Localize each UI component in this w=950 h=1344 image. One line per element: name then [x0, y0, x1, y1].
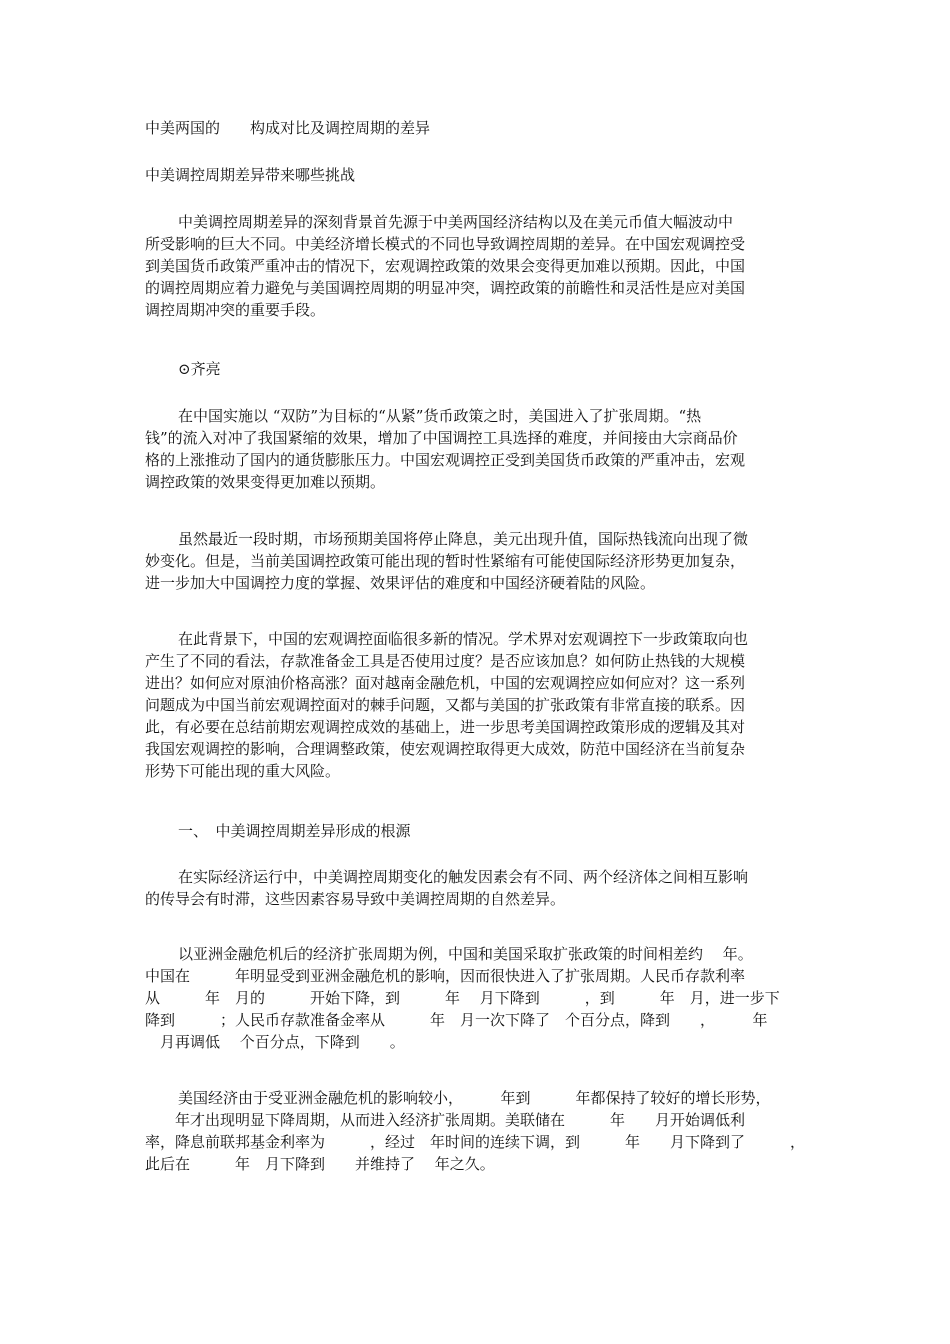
paragraph-6-line: 以亚洲金融危机后的经济扩张周期为例，中国和美国采取扩张政策的时间相差约 年。: [178, 945, 753, 963]
paragraph-2-line: 调控政策的效果变得更加难以预期。: [145, 473, 386, 491]
paragraph-3-line: 进一步加大中国调控力度的掌握、效果评估的难度和中国经济硬着陆的风险。: [145, 574, 656, 592]
paragraph-1-line: 的调控周期应着力避免与美国调控周期的明显冲突，调控政策的前瞻性和灵活性是应对美国: [145, 279, 746, 297]
paragraph-3-line: 妙变化。但是，当前美国调控政策可能出现的暂时性紧缩有可能使国际经济形势更加复杂，: [145, 552, 746, 570]
paragraph-4-line: 形势下可能出现的重大风险。: [145, 762, 341, 780]
paragraph-4-line: 此，有必要在总结前期宏观调控成效的基础上，进一步思考美国调控政策形成的逻辑及其对: [145, 718, 746, 736]
paragraph-1-line: 所受影响的巨大不同。中美经济增长模式的不同也导致调控周期的差异。在中国宏观调控受: [145, 235, 746, 253]
paragraph-1-line: 到美国货币政策严重冲击的情况下，宏观调控政策的效果会变得更加难以预期。因此，中国: [145, 257, 746, 275]
paragraph-4-line: 我国宏观调控的影响，合理调整政策，使宏观调控取得更大成效，防范中国经济在当前复杂: [145, 740, 746, 758]
paragraph-6-line: 降到 ；人民币存款准备金率从 年 月一次下降了 个百分点，降到 ， 年: [145, 1011, 768, 1029]
paragraph-6-line: 中国在 年明显受到亚洲金融危机的影响，因而很快进入了扩张周期。人民币存款利率: [145, 967, 746, 985]
paragraph-7-line: 美国经济由于受亚洲金融危机的影响较小， 年到 年都保持了较好的增长形势，: [178, 1089, 771, 1107]
author-byline: ⊙齐亮: [178, 360, 221, 378]
paragraph-5-line: 的传导会有时滞，这些因素容易导致中美调控周期的自然差异。: [145, 890, 566, 908]
paragraph-2-line: 在中国实施以 “双防”为目标的“从紧”货币政策之时，美国进入了扩张周期。“热: [178, 407, 702, 425]
section-heading-1: 一、 中美调控周期差异形成的根源: [178, 822, 411, 840]
paragraph-5-line: 在实际经济运行中，中美调控周期变化的触发因素会有不同、两个经济体之间相互影响: [178, 868, 749, 886]
paragraph-6-line: 月再调低 个百分点，下降到 。: [145, 1033, 405, 1051]
paragraph-4-line: 问题成为中国当前宏观调控面对的棘手问题，又都与美国的扩张政策有非常直接的联系。因: [145, 696, 746, 714]
document-subtitle: 中美调控周期差异带来哪些挑战: [145, 166, 356, 184]
paragraph-7-line: 率，降息前联邦基金利率为 ，经过 年时间的连续下调，到 年 月下降到了 ，: [145, 1133, 806, 1151]
paragraph-1-line: 中美调控周期差异的深刻背景首先源于中美两国经济结构以及在美元币值大幅波动中: [178, 213, 734, 231]
paragraph-3-line: 虽然最近一段时期，市场预期美国将停止降息，美元出现升值，国际热钱流向出现了微: [178, 530, 749, 548]
document-title: 中美两国的 构成对比及调控周期的差异: [145, 119, 431, 137]
paragraph-2-line: 钱”的流入对冲了我国紧缩的效果，增加了中国调控工具选择的难度，并间接由大宗商品价: [145, 429, 738, 447]
paragraph-1-line: 调控周期冲突的重要手段。: [145, 301, 326, 319]
paragraph-4-line: 进出？如何应对原油价格高涨？面对越南金融危机，中国的宏观调控应如何应对？这一系列: [145, 674, 746, 692]
paragraph-6-line: 从 年 月的 开始下降，到 年 月下降到 ，到 年 月，进一步下: [145, 989, 780, 1007]
paragraph-4-line: 在此背景下，中国的宏观调控面临很多新的情况。学术界对宏观调控下一步政策取向也: [178, 630, 749, 648]
paragraph-7-line: 年才出现明显下降周期，从而进入经济扩张周期。美联储在 年 月开始调低利: [145, 1111, 746, 1129]
paragraph-7-line: 此后在 年 月下降到 并维持了 年之久。: [145, 1155, 495, 1173]
paragraph-4-line: 产生了不同的看法，存款准备金工具是否使用过度？是否应该加息？如何防止热钱的大规模: [145, 652, 746, 670]
paragraph-2-line: 格的上涨推动了国内的通货膨胀压力。中国宏观调控正受到美国货币政策的严重冲击，宏观: [145, 451, 746, 469]
